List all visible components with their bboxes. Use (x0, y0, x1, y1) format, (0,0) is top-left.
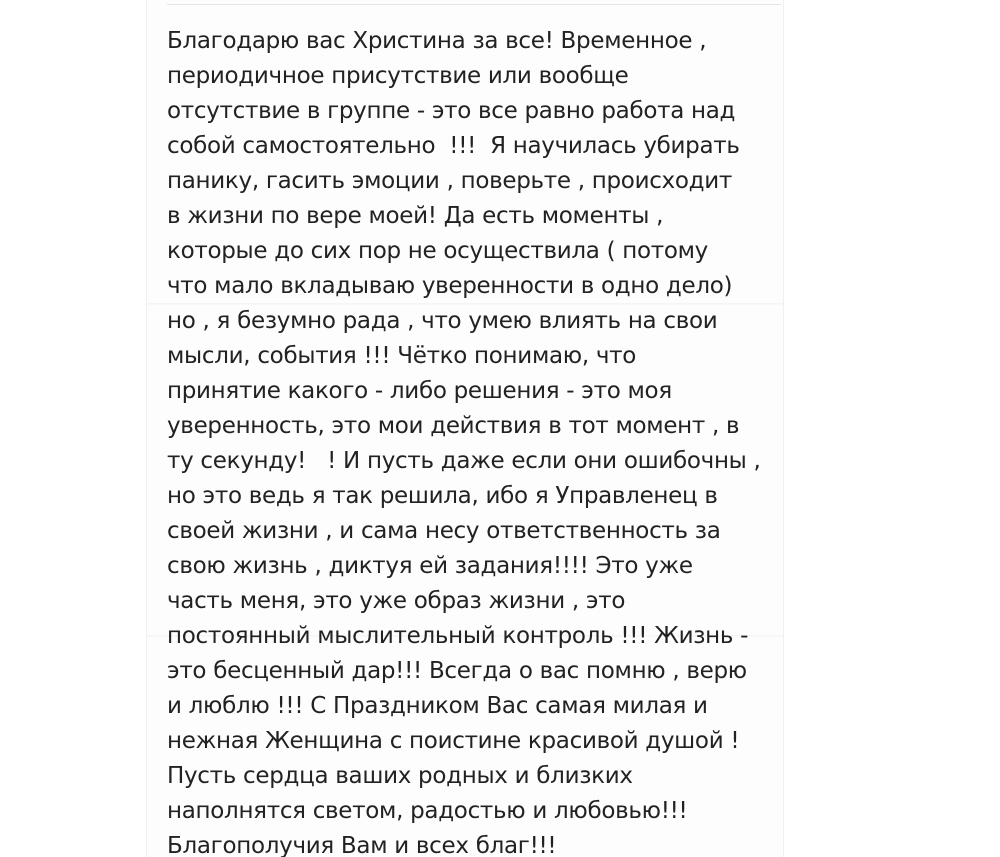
message-line: свою жизнь , диктуя ей задания!!!! Это уже (167, 553, 693, 579)
message-line: постоянный мыслительный контроль !!! Жизнь - (167, 623, 749, 649)
message-line: нежная Женщина с поистине красивой душой ! (167, 728, 740, 754)
message-line: панику, гасить эмоции , поверьте , происходит (167, 168, 732, 194)
message-line: но , я безумно рада , что умею влиять на свои (167, 308, 718, 334)
message-line: ту секунду! ! И пусть даже если они ошибочны , (167, 448, 761, 474)
message-line: уверенность, это мои действия в тот момент , в (167, 413, 740, 439)
message-line: это бесценный дар!!! Всегда о вас помню , верю (167, 658, 747, 684)
message-line: периодичное присутствие или вообще (167, 63, 629, 89)
message-line: своей жизни , и сама несу ответственность за (167, 518, 721, 544)
message-text (167, 24, 773, 857)
message-line: но это ведь я так решила, ибо я Управленец в (167, 483, 718, 509)
message-line: мысли, события !!! Чётко понимаю, что (167, 343, 637, 369)
message-line: Благополучия Вам и всех благ!!! (167, 833, 557, 857)
top-divider (167, 4, 781, 5)
message-line: которые до сих пор не осуществила ( потому (167, 238, 708, 264)
message-line: в жизни по вере моей! Да есть моменты , (167, 203, 664, 229)
message-line: Пусть сердца ваших родных и близких (167, 763, 633, 789)
message-line: наполнятся светом, радостью и любовью!!! (167, 798, 688, 824)
message-line: что мало вкладываю уверенности в одно дело) (167, 273, 733, 299)
message-line: принятие какого - либо решения - это моя (167, 378, 672, 404)
message-line: Благодарю вас Христина за все! Временное , (167, 28, 707, 54)
message-line: часть меня, это уже образ жизни , это (167, 588, 626, 614)
message-line: и люблю !!! С Праздником Вас самая милая и (167, 693, 708, 719)
message-line: собой самостоятельно !!! Я научилась убирать (167, 133, 740, 159)
message-line: отсутствие в группе - это все равно работа над (167, 98, 736, 124)
